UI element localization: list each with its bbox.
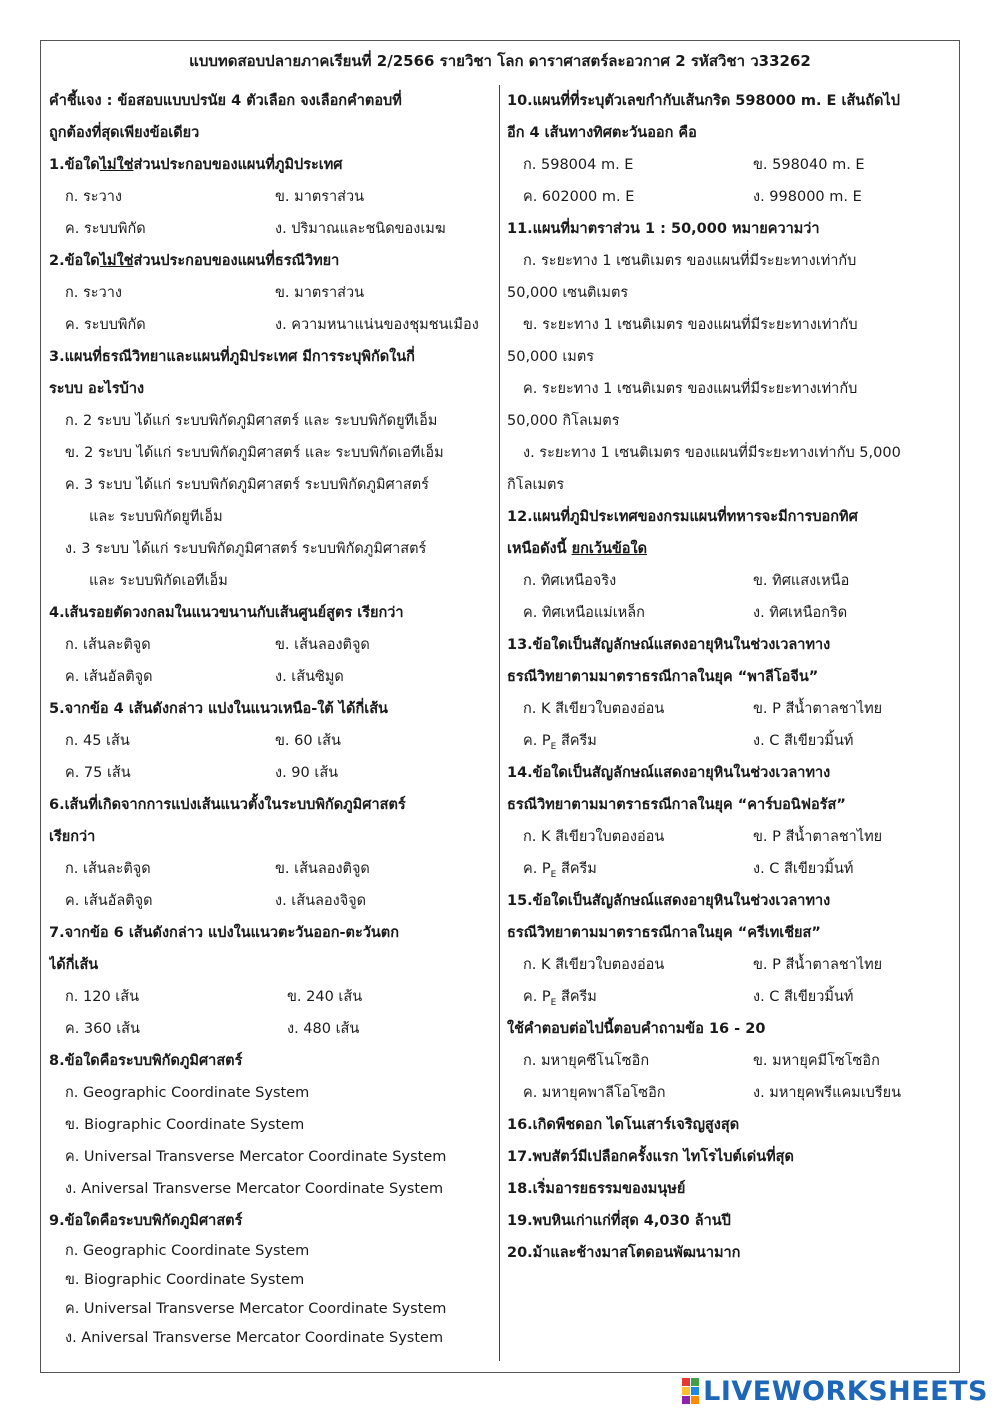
q2-option-c[interactable]: ค. ระบบพิกัด [65,317,146,333]
q10-options-row-1 [507,149,953,181]
shared-options-row-1 [507,1045,953,1077]
question-9: 9.ข้อใดคือระบบพิกัดภูมิศาสตร์ [49,1213,243,1229]
q5-option-d[interactable]: ง. 90 เส้น [275,765,339,781]
question-13-line-2: ธรณีวิทยาตามมาตราธรณีกาลในยุค “พาลีโอจีน” [507,669,819,685]
q14-option-b[interactable]: ข. P สีน้ำตาลชาไทย [753,829,883,845]
q1-option-a[interactable]: ก. ระวาง [65,189,122,205]
q4-option-d[interactable]: ง. เส้นซิมูด [275,669,344,685]
question-7-line-1: 7.จากข้อ 6 เส้นดังกล่าว แบ่งในแนวตะวันออก-ตะวันตก [49,925,399,941]
question-11: 11.แผนที่มาตราส่วน 1 : 50,000 หมายความว่า [507,221,820,237]
liveworksheets-logo-icon [682,1378,699,1404]
q10-option-a[interactable]: ก. 598004 m. E [523,157,634,173]
question-16[interactable]: 16.เกิดพืชดอก ไดโนเสาร์เจริญสูงสุด [507,1117,740,1133]
q13-c-pre: ค. P [523,733,551,749]
q7-option-d[interactable]: ง. 480 เส้น [287,1021,360,1037]
q13-options-row-1 [507,693,953,725]
q6-option-d[interactable]: ง. เส้นลองจิจูด [275,893,367,909]
question-7-line-2: ได้กี่เส้น [49,957,99,973]
q10-option-c[interactable]: ค. 602000 m. E [523,189,635,205]
q7-options-row-2 [49,1013,489,1045]
q8-option-b[interactable]: ข. Biographic Coordinate System [65,1117,305,1133]
q13-option-c[interactable] [507,725,753,757]
q1-option-d[interactable]: ง. ปริมาณและชนิดของเมฆ [275,221,446,237]
q15-options-row-1 [507,949,953,981]
q5-option-a[interactable]: ก. 45 เส้น [65,733,130,749]
question-3-line-2: ระบบ อะไรบ้าง [49,381,145,397]
question-5: 5.จากข้อ 4 เส้นดังกล่าว แบ่งในแนวเหนือ-ใต้ ได้กี่เส้น [49,701,388,717]
question-10-line-1: 10.แผนที่ที่ระบุตัวเลขกำกับเส้นกริด 598000 m. E เส้นถัดไป [507,93,900,109]
question-14-line-2: ธรณีวิทยาตามมาตราธรณีกาลในยุค “คาร์บอนิฟอรัส” [507,797,846,813]
q8-option-c[interactable]: ค. Universal Transverse Mercator Coordinate System [65,1149,447,1165]
q12-options-row-1 [507,565,953,597]
q16-20-intro: ใช้คำตอบต่อไปนี้ตอบคำถามข้อ 16 - 20 [507,1021,766,1037]
q13-c-post: สีครีม [556,733,597,749]
q3-option-d-cont: และ ระบบพิกัดเอทีเอ็ม [89,573,228,589]
q13-option-b[interactable]: ข. P สีน้ำตาลชาไทย [753,701,883,717]
q9-option-c[interactable]: ค. Universal Transverse Mercator Coordinate System [65,1301,447,1317]
q12-option-a[interactable]: ก. ทิศเหนือจริง [523,573,617,589]
question-12-line-1: 12.แผนที่ภูมิประเทศของกรมแผนที่ทหารจะมีการบอกทิศ [507,509,858,525]
q12-options-row-2 [507,597,953,629]
q14-option-a[interactable]: ก. K สีเขียวใบตองอ่อน [523,829,665,845]
question-13-line-1: 13.ข้อใดเป็นสัญลักษณ์แสดงอายุหินในช่วงเวลาทาง [507,637,831,653]
q2-underlined: ไม่ใช่ [99,253,134,269]
liveworksheets-logo-text: LIVEWORKSHEETS [703,1375,988,1407]
q11-option-d-cont: กิโลเมตร [507,477,565,493]
question-10-line-2: อีก 4 เส้นทางทิศตะวันออก คือ [507,125,697,141]
q15-c-sub: E [550,997,557,1008]
question-19[interactable]: 19.พบหินเก่าแก่ที่สุด 4,030 ล้านปี [507,1213,731,1229]
q11-option-c-cont: 50,000 กิโลเมตร [507,413,620,429]
q3-option-b[interactable]: ข. 2 ระบบ ได้แก่ ระบบพิกัดภูมิศาสตร์ และ ระบบพิกัดเอทีเอ็ม [65,445,444,461]
q9-option-b[interactable]: ข. Biographic Coordinate System [65,1272,305,1288]
question-20[interactable]: 20.ม้าและช้างมาสโตดอนพัฒนามาก [507,1245,741,1261]
q12-option-b[interactable]: ข. ทิศแสงเหนือ [753,573,850,589]
q9-option-a[interactable]: ก. Geographic Coordinate System [65,1243,310,1259]
q7-option-a[interactable]: ก. 120 เส้น [65,989,140,1005]
page-title: แบบทดสอบปลายภาคเรียนที่ 2/2566 รายวิชา โลก ดาราศาสตร์ละอวกาศ 2 รหัสวิชา ว33262 [189,52,811,70]
q11-option-b[interactable]: ข. ระยะทาง 1 เซนติเมตร ของแผนที่มีระยะทางเท่ากับ [523,317,858,333]
liveworksheets-logo [682,1376,988,1406]
q15-option-a[interactable]: ก. K สีเขียวใบตองอ่อน [523,957,665,973]
q1-post: ส่วนประกอบของแผนที่ภูมิประเทศ [133,157,343,173]
q7-option-b[interactable]: ข. 240 เส้น [287,989,363,1005]
q3-option-c-cont: และ ระบบพิกัดยูทีเอ็ม [89,509,223,525]
question-15-line-2: ธรณีวิทยาตามมาตราธรณีกาลในยุค “ครีเทเชียส” [507,925,821,941]
q1-option-c[interactable]: ค. ระบบพิกัด [65,221,146,237]
q5-option-b[interactable]: ข. 60 เส้น [275,733,341,749]
q10-options-row-2 [507,181,953,213]
q4-option-c[interactable]: ค. เส้นอัลติจูด [65,669,153,685]
question-14-line-1: 14.ข้อใดเป็นสัญลักษณ์แสดงอายุหินในช่วงเวลาทาง [507,765,831,781]
q14-options-row-1 [507,821,953,853]
q12-underlined: ยกเว้นข้อใด [571,541,647,557]
q3-option-d[interactable]: ง. 3 ระบบ ได้แก่ ระบบพิกัดภูมิศาสตร์ ระบบพิกัดภูมิศาสตร์ [65,541,427,557]
q14-option-c[interactable] [507,853,753,885]
q2-option-a[interactable]: ก. ระวาง [65,285,122,301]
q14-c-sub: E [550,869,557,880]
question-3-line-1: 3.แผนที่ธรณีวิทยาและแผนที่ภูมิประเทศ มีการระบุพิกัดในกี่ [49,349,415,365]
q2-post: ส่วนประกอบของแผนที่ธรณีวิทยา [133,253,340,269]
q5-option-c[interactable]: ค. 75 เส้น [65,765,131,781]
q8-option-d[interactable]: ง. Aniversal Transverse Mercator Coordinate System [65,1181,444,1197]
instructions-line-1: คำชี้แจง : ข้อสอบแบบปรนัย 4 ตัวเลือก จงเลือกคำตอบที่ [49,93,402,109]
question-6-line-2: เรียกว่า [49,829,96,845]
question-17[interactable]: 17.พบสัตว์มีเปลือกครั้งแรก ไทโรไบต์เด่นที่สุด [507,1149,794,1165]
question-2 [49,245,489,277]
q12-pre: เหนือดังนี้ [507,541,572,557]
q12-option-d[interactable]: ง. ทิศเหนือกริด [753,605,848,621]
q11-option-b-cont: 50,000 เมตร [507,349,595,365]
question-8: 8.ข้อใดคือระบบพิกัดภูมิศาสตร์ [49,1053,243,1069]
q1-option-b[interactable]: ข. มาตราส่วน [275,189,365,205]
q2-pre: 2.ข้อใด [49,253,100,269]
q1-options-row-2 [49,213,489,245]
left-column [49,85,489,1353]
q3-option-a[interactable]: ก. 2 ระบบ ได้แก่ ระบบพิกัดภูมิศาสตร์ และ ระบบพิกัดยูทีเอ็ม [65,413,438,429]
q6-option-b[interactable]: ข. เส้นลองติจูด [275,861,370,877]
q1-pre: 1.ข้อใด [49,157,100,173]
q13-option-d[interactable]: ง. C สีเขียวมิ้นท์ [753,733,854,749]
q2-options-row-2 [49,309,489,341]
instructions-line-2: ถูกต้องที่สุดเพียงข้อเดียว [49,125,200,141]
q6-option-a[interactable]: ก. เส้นละติจูด [65,861,151,877]
q11-option-c[interactable]: ค. ระยะทาง 1 เซนติเมตร ของแผนที่มีระยะทางเท่ากับ [523,381,858,397]
q4-option-a[interactable]: ก. เส้นละติจูด [65,637,151,653]
shared-options-row-2 [507,1077,953,1109]
q5-options-row-1 [49,725,489,757]
q15-c-pre: ค. P [523,989,551,1005]
question-4: 4.เส้นรอยตัดวงกลมในแนวขนานกับเส้นศูนย์สูตร เรียกว่า [49,605,404,621]
shared-option-d: ง. มหายุคพรีแคมเบรียน [753,1085,902,1101]
column-divider [499,85,500,1361]
q12-option-c[interactable]: ค. ทิศเหนือแม่เหล็ก [523,605,645,621]
q14-c-post: สีครีม [556,861,597,877]
q2-option-b[interactable]: ข. มาตราส่วน [275,285,365,301]
question-15-line-1: 15.ข้อใดเป็นสัญลักษณ์แสดงอายุหินในช่วงเวลาทาง [507,893,831,909]
q15-option-c[interactable] [507,981,753,1013]
question-1 [49,149,489,181]
q6-option-c[interactable]: ค. เส้นอัลติจูด [65,893,153,909]
q4-options-row-1 [49,629,489,661]
q2-option-d[interactable]: ง. ความหนาแน่นของชุมชนเมือง [275,317,479,333]
q9-option-d[interactable]: ง. Aniversal Transverse Mercator Coordinate System [65,1330,444,1346]
q6-options-row-1 [49,853,489,885]
right-column [507,85,953,1269]
q4-options-row-2 [49,661,489,693]
q10-option-d[interactable]: ง. 998000 m. E [753,189,862,205]
q2-options-row-1 [49,277,489,309]
q3-option-c[interactable]: ค. 3 ระบบ ได้แก่ ระบบพิกัดภูมิศาสตร์ ระบบพิกัดภูมิศาสตร์ [65,477,429,493]
q13-c-sub: E [550,741,557,752]
q1-underlined: ไม่ใช่ [99,157,134,173]
q13-option-a[interactable]: ก. K สีเขียวใบตองอ่อน [523,701,665,717]
q14-option-d[interactable]: ง. C สีเขียวมิ้นท์ [753,861,854,877]
q6-options-row-2 [49,885,489,917]
shared-option-b: ข. มหายุคมีโซโซอิก [753,1053,880,1069]
q15-option-d[interactable]: ง. C สีเขียวมิ้นท์ [753,989,854,1005]
q7-option-c[interactable]: ค. 360 เส้น [65,1021,140,1037]
q10-option-b[interactable]: ข. 598040 m. E [753,157,865,173]
shared-option-c: ค. มหายุคพาลีโอโซอิก [523,1085,666,1101]
q1-options-row-1 [49,181,489,213]
q5-options-row-2 [49,757,489,789]
q4-option-b[interactable]: ข. เส้นลองติจูด [275,637,370,653]
q14-options-row-2 [507,853,953,885]
q11-option-d[interactable]: ง. ระยะทาง 1 เซนติเมตร ของแผนที่มีระยะทางเท่ากับ 5,000 [523,445,901,461]
q15-c-post: สีครีม [556,989,597,1005]
q7-options-row-1 [49,981,489,1013]
question-12-line-2 [507,533,953,565]
question-6-line-1: 6.เส้นที่เกิดจากการแบ่งเส้นแนวตั้งในระบบพิกัดภูมิศาสตร์ [49,797,406,813]
q15-options-row-2 [507,981,953,1013]
q13-options-row-2 [507,725,953,757]
shared-option-a: ก. มหายุคซีโนโซอิก [523,1053,650,1069]
q11-option-a-cont: 50,000 เซนติเมตร [507,285,629,301]
q14-c-pre: ค. P [523,861,551,877]
q11-option-a[interactable]: ก. ระยะทาง 1 เซนติเมตร ของแผนที่มีระยะทางเท่ากับ [523,253,857,269]
q8-option-a[interactable]: ก. Geographic Coordinate System [65,1085,310,1101]
question-18[interactable]: 18.เริ่มอารยธรรมของมนุษย์ [507,1181,686,1197]
q15-option-b[interactable]: ข. P สีน้ำตาลชาไทย [753,957,883,973]
worksheet-page [40,40,960,1373]
